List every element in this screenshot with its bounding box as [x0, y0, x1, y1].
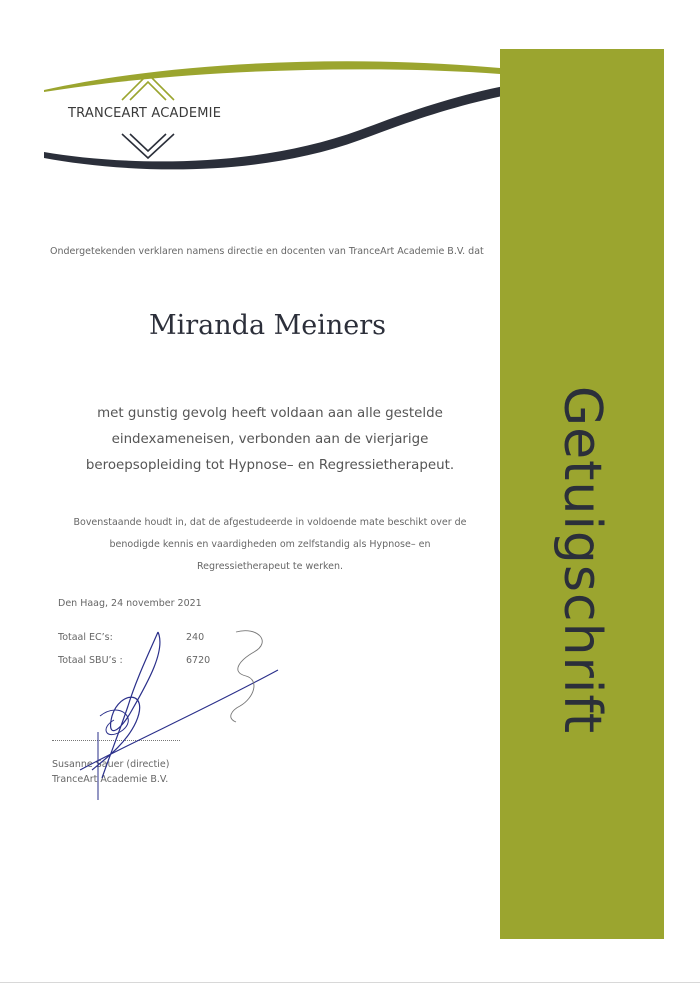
logo-wordmark: TRANCEART ACADEMIE — [68, 106, 222, 121]
stat-value-ec: 240 — [186, 632, 205, 643]
sub-statement-line: Bovenstaande houdt in, dat de afgestudeerde in voldoende mate beschikt over de — [73, 517, 467, 528]
signer-organization: TranceArt Academie B.V. — [52, 774, 169, 785]
stat-label-ec: Totaal EC’s: — [58, 632, 113, 643]
main-statement-line: beroepsopleiding tot Hypnose– en Regressietherapeut. — [85, 458, 455, 473]
stat-label-sbu: Totaal SBU’s : — [58, 655, 123, 666]
main-statement-line: eindexameneisen, verbonden aan de vierjarige — [111, 432, 429, 447]
handwritten-signature — [40, 620, 340, 810]
bottom-rule — [0, 982, 700, 983]
sub-statement — [50, 512, 490, 578]
issue-date: Den Haag, 24 november 2021 — [58, 598, 202, 609]
sub-statement-line: Regressietherapeut te werken. — [196, 561, 344, 572]
stat-value-sbu: 6720 — [186, 655, 211, 666]
main-statement-line: met gunstig gevolg heeft voldaan aan alle gestelde — [97, 406, 443, 421]
signer-name: Susanne Sauer (directie) — [52, 759, 170, 770]
sub-statement-line: benodigde kennis en vaardigheden om zelfstandig als Hypnose– en — [109, 539, 431, 550]
recipient-name: Miranda Meiners — [148, 310, 387, 341]
intro-text: Ondergetekenden verklaren namens directie en docenten van TranceArt Academie B.V. dat — [50, 246, 484, 257]
main-statement — [50, 401, 490, 479]
certificate-title: Getuigschrift — [552, 385, 612, 735]
